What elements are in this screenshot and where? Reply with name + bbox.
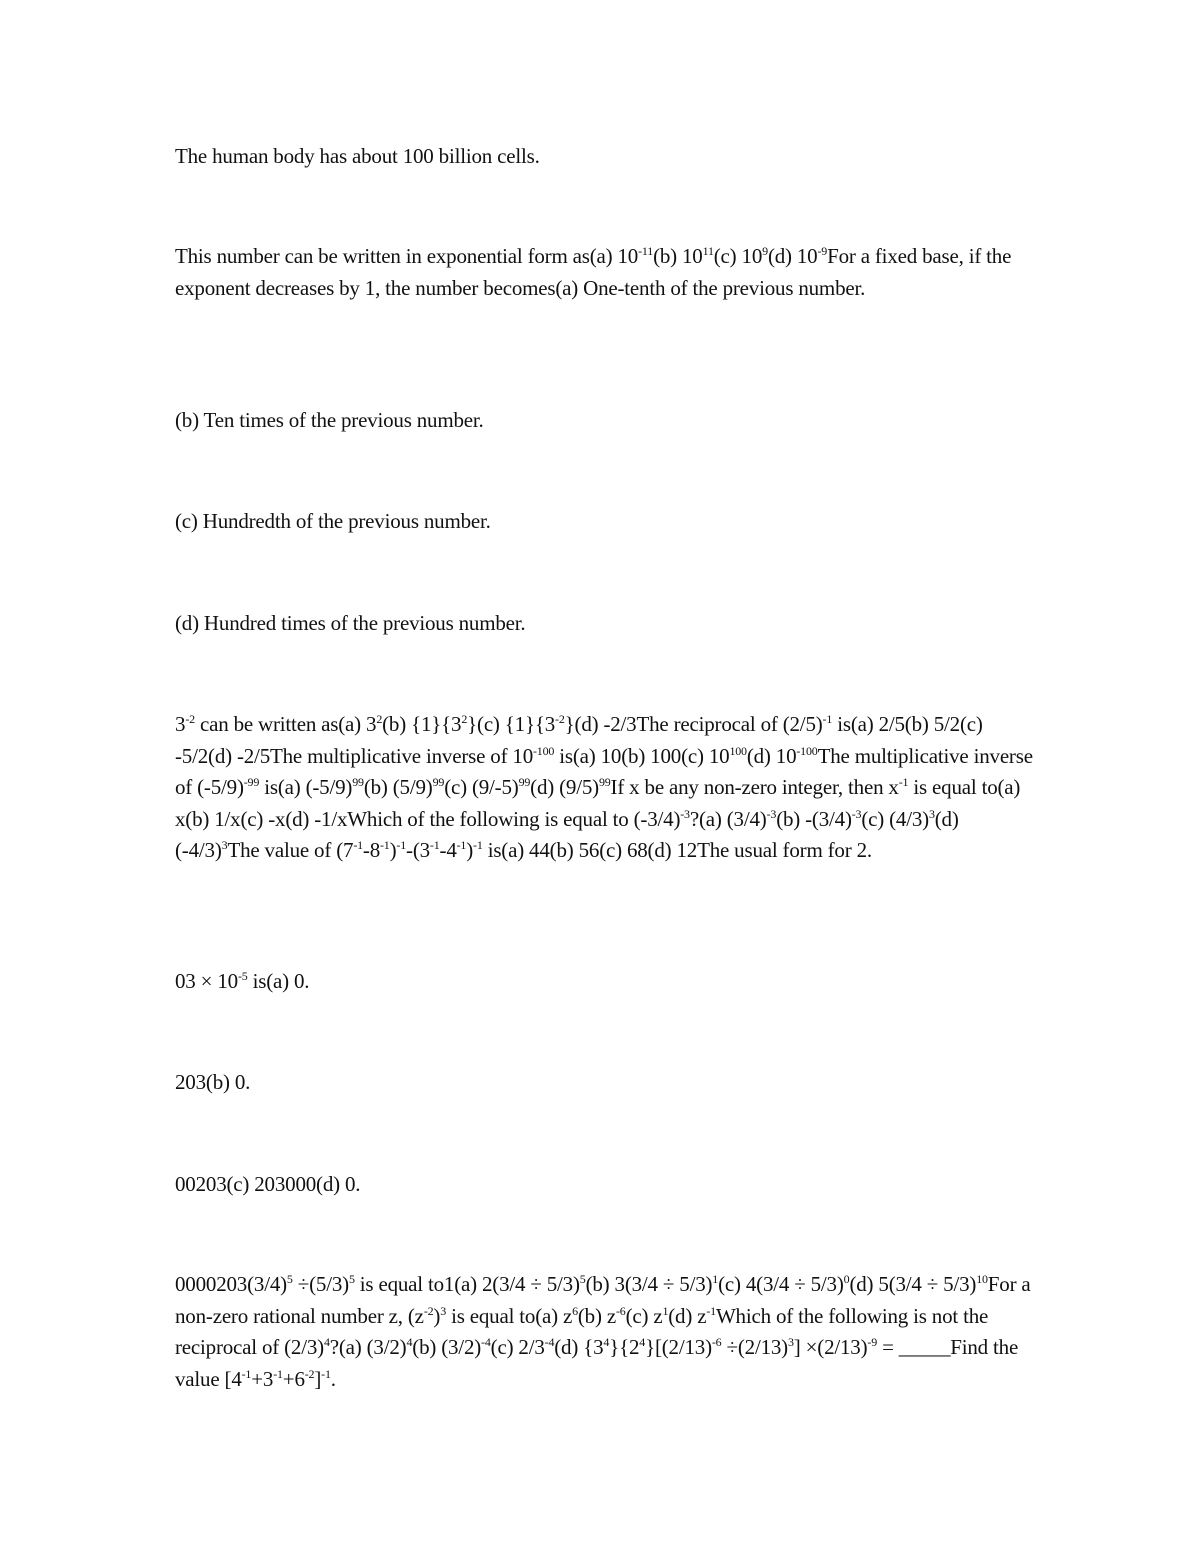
- text-run: = _____Find the value [4: [175, 1335, 1019, 1391]
- text-run: This number can be written in exponential form as(a) 10: [175, 244, 639, 268]
- text-run: (b) z: [577, 1303, 616, 1328]
- superscript: 0: [843, 1272, 850, 1286]
- text-run: (b) (5/9): [363, 775, 433, 799]
- text-run: (c) 2/3: [490, 1335, 545, 1359]
- text-run: ?(a) (3/2): [329, 1335, 407, 1359]
- superscript: 100: [729, 743, 747, 758]
- superscript: 4: [603, 1335, 610, 1349]
- text-run: is(a) 44(b) 56(c) 68(d) 12The usual form for 2.: [482, 838, 872, 862]
- superscript: -1: [241, 1366, 252, 1381]
- superscript: -100: [533, 743, 555, 758]
- superscript: -1: [822, 712, 833, 726]
- text-run: }[(2/13): [645, 1335, 712, 1359]
- paragraph: [175, 1067, 1035, 1099]
- text-run: is equal to(a) z: [446, 1303, 573, 1328]
- text-run: Which of the following is not the reciprocal of (2/3): [175, 1303, 989, 1359]
- superscript: 5: [286, 1272, 293, 1286]
- text-run: +3: [251, 1366, 274, 1391]
- text-run: (c) z: [625, 1303, 663, 1328]
- text-run: The value of (7: [227, 838, 354, 862]
- text-run: is equal to(a) x(b) 1/x(c) -x(d) -1/xWhich of the following is equal to (-3/4): [175, 775, 1021, 831]
- paragraph-text: (b) Ten times of the previous number.: [175, 408, 484, 432]
- text-run: (b) 3(3/4 ÷ 5/3): [585, 1272, 713, 1296]
- paragraph: [175, 405, 1035, 437]
- paragraph-text: 00203(c) 203000(d) 0.: [175, 1172, 361, 1196]
- superscript: -3: [680, 806, 690, 821]
- paragraph-text: (d) Hundred times of the previous number.: [175, 611, 526, 635]
- superscript: 4: [406, 1335, 413, 1349]
- text-run: (b) {1}{3: [382, 712, 462, 736]
- superscript: -3: [766, 806, 777, 821]
- superscript: 4: [639, 1335, 646, 1349]
- paragraph: [175, 966, 1035, 998]
- text-run: ): [433, 1303, 441, 1328]
- text-run: (c) 10: [713, 244, 763, 268]
- text-run: .: [330, 1366, 336, 1391]
- text-run: -8: [362, 838, 381, 862]
- superscript: -3: [851, 806, 862, 821]
- superscript: -2: [185, 712, 195, 726]
- superscript: -1: [396, 838, 407, 852]
- text-run: (d) (-4/3): [175, 806, 959, 862]
- text-run: }(c) {1}{3: [467, 712, 556, 736]
- superscript: 99: [598, 775, 611, 789]
- paragraph-text: (c) Hundredth of the previous number.: [175, 509, 491, 533]
- text-run: is(a) 10(b) 100(c) 10: [554, 743, 730, 768]
- text-run: For a fixed base, if the exponent decreases by 1, the number becomes(a) One-tenth of the previous number.: [175, 244, 1012, 300]
- text-run: }(d) -2/3The reciprocal of (2/5): [564, 712, 823, 736]
- superscript: 3: [928, 806, 935, 821]
- superscript: 3: [787, 1335, 794, 1349]
- text-run: (d) (9/5): [530, 775, 599, 799]
- superscript: -6: [711, 1335, 722, 1349]
- text-run: (d) 10: [767, 244, 818, 268]
- superscript: -9: [817, 244, 828, 258]
- text-run: (d) {3: [554, 1335, 604, 1359]
- superscript: -1: [380, 838, 390, 852]
- paragraph-text: 203(b) 0.: [175, 1070, 251, 1094]
- text-run: (c) 4(3/4 ÷ 5/3): [718, 1272, 844, 1296]
- paragraph: [175, 1269, 1035, 1395]
- superscript: 1: [662, 1303, 669, 1318]
- superscript: -100: [796, 743, 818, 758]
- superscript: -1: [706, 1303, 716, 1318]
- superscript: -99: [243, 775, 260, 789]
- text-run: 0000203(3/4): [175, 1272, 287, 1296]
- superscript: 11: [702, 244, 714, 258]
- text-run: If x be any non-zero integer, then x: [610, 775, 899, 799]
- paragraph: [175, 141, 1035, 173]
- superscript: 99: [432, 775, 445, 789]
- superscript: 3: [221, 838, 228, 852]
- superscript: -1: [321, 1366, 331, 1381]
- text-run: (d) z: [668, 1303, 707, 1328]
- text-run: ] ×(2/13): [793, 1335, 868, 1359]
- superscript: -1: [353, 838, 363, 852]
- text-run: The multiplicative inverse of (-5/9): [175, 743, 1033, 799]
- superscript: -4: [481, 1335, 491, 1349]
- superscript: -1: [273, 1366, 283, 1381]
- superscript: -9: [867, 1335, 878, 1349]
- text-run: is(a) 0.: [247, 969, 310, 993]
- text-run: 3: [175, 712, 186, 736]
- superscript: 6: [572, 1303, 578, 1318]
- text-run: (c) (9/-5): [444, 775, 519, 799]
- superscript: 5: [579, 1272, 586, 1286]
- text-run: -(3: [406, 838, 430, 862]
- text-run: -4: [439, 838, 457, 862]
- superscript: 5: [348, 1272, 355, 1286]
- text-run: is(a) 2/5(b) 5/2(c) -5/2(d) -2/5The multiplicative inverse of 10: [175, 712, 983, 768]
- text-run: +6: [282, 1366, 305, 1391]
- text-run: (c) (4/3): [861, 806, 929, 831]
- text-run: (d) 5(3/4 ÷ 5/3): [849, 1272, 977, 1296]
- superscript: 2: [376, 712, 383, 726]
- superscript: -11: [638, 244, 654, 258]
- text-run: (d) 10: [746, 743, 797, 768]
- text-run: can be written as(a) 3: [194, 712, 377, 736]
- superscript: 4: [323, 1335, 330, 1349]
- text-run: ]: [314, 1366, 322, 1391]
- text-run: (b) -(3/4): [776, 806, 852, 831]
- paragraph-text: The human body has about 100 billion cells.: [175, 144, 540, 168]
- text-run: }{2: [609, 1335, 640, 1359]
- superscript: 9: [762, 244, 768, 258]
- text-run: ÷(5/3): [292, 1272, 349, 1296]
- superscript: -2: [423, 1303, 434, 1318]
- superscript: 99: [518, 775, 531, 789]
- paragraph: [175, 1169, 1035, 1201]
- text-run: (b) 10: [653, 244, 703, 268]
- superscript: 2: [461, 712, 468, 726]
- text-run: 03 × 10: [175, 969, 238, 993]
- paragraph: [175, 608, 1035, 640]
- superscript: -2: [555, 712, 565, 726]
- superscript: -1: [473, 838, 483, 852]
- paragraph: [175, 241, 1035, 304]
- text-run: (b) (3/2): [412, 1335, 482, 1359]
- paragraph: [175, 709, 1035, 867]
- superscript: -2: [304, 1366, 315, 1381]
- superscript: 99: [352, 775, 364, 789]
- superscript: -5: [237, 969, 248, 983]
- superscript: 10: [976, 1272, 988, 1286]
- text-run: For a non-zero rational number z, (z: [175, 1272, 1031, 1328]
- text-run: ): [389, 838, 397, 862]
- text-run: is equal to1(a) 2(3/4 ÷ 5/3): [354, 1272, 580, 1296]
- superscript: -1: [456, 838, 467, 852]
- superscript: -1: [898, 775, 909, 789]
- superscript: -6: [615, 1303, 626, 1318]
- text-run: ): [466, 838, 474, 862]
- text-run: ?(a) (3/4): [689, 806, 767, 831]
- superscript: -1: [429, 838, 440, 852]
- text-run: is(a) (-5/9): [259, 775, 353, 799]
- superscript: -4: [544, 1335, 555, 1349]
- superscript: 1: [712, 1272, 719, 1286]
- paragraph: [175, 506, 1035, 538]
- text-run: ÷(2/13): [721, 1335, 788, 1359]
- superscript: 3: [440, 1303, 447, 1318]
